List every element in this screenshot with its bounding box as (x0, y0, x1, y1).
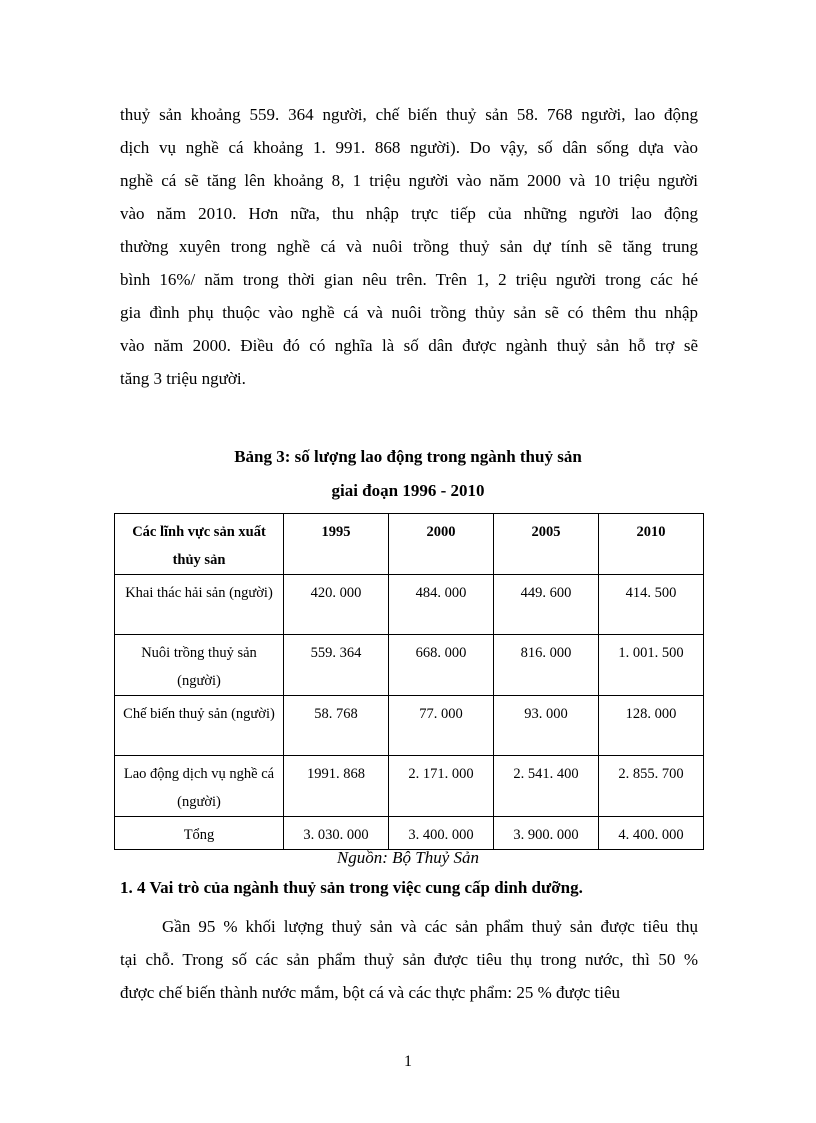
table-cell: 816. 000 (494, 635, 599, 696)
text-line: vào năm 2000. Điều đó có nghĩa là số dân được ngành thuỷ sản hỗ trợ sẽ (120, 336, 698, 355)
text-line: vào năm 2010. Hơn nữa, thu nhập trực tiếp của những người lao động (120, 204, 698, 223)
table-cell: 58. 768 (284, 696, 389, 756)
table-cell: 2. 541. 400 (494, 756, 599, 817)
table-cell: 3. 900. 000 (494, 817, 599, 850)
table-cell: 93. 000 (494, 696, 599, 756)
table-cell: 420. 000 (284, 575, 389, 635)
table-cell: 414. 500 (599, 575, 704, 635)
table-cell: 3. 400. 000 (389, 817, 494, 850)
text-line: thường xuyên trong nghề cá và nuôi trồng thuỷ sản dự tính sẽ tăng trung (120, 237, 698, 256)
page-number: 1 (404, 1053, 412, 1070)
row-label: Chế biến thuỷ sản (người) (115, 696, 284, 756)
labor-table (114, 513, 704, 850)
table-row (115, 575, 704, 635)
row-label: Lao động dịch vụ nghề cá (người) (115, 756, 284, 817)
text-line: bình 16%/ năm trong thời gian nêu trên. Trên 1, 2 triệu người trong các hé (120, 270, 698, 289)
table-cell: 3. 030. 000 (284, 817, 389, 850)
table-cell: 559. 364 (284, 635, 389, 696)
table-row (115, 696, 704, 756)
header-cell-year: 1995 (284, 514, 389, 575)
table-cell: 128. 000 (599, 696, 704, 756)
intro-paragraph (120, 98, 698, 395)
header-cell-year: 2005 (494, 514, 599, 575)
table-header-row (115, 514, 704, 575)
text-line: dịch vụ nghề cá khoảng 1. 991. 868 người). Do vậy, số dân sống dựa vào (120, 138, 698, 157)
table-source: Nguồn: Bộ Thuỷ Sản (336, 848, 480, 867)
text-line: gia đình phụ thuộc vào nghề cá và nuôi trồng thủy sản sẽ có thêm thu nhập (120, 303, 698, 322)
table-cell: 1. 001. 500 (599, 635, 704, 696)
header-cell-sector: Các lĩnh vực sản xuất thủy sản (115, 514, 284, 575)
row-label: Nuôi trồng thuỷ sản (người) (115, 635, 284, 696)
table-caption-period: giai đoạn 1996 - 2010 (331, 481, 485, 500)
section-heading: 1. 4 Vai trò của ngành thuỷ sản trong việc cung cấp dinh dưỡng. (120, 878, 583, 897)
table-total-row (115, 817, 704, 850)
row-label: Tổng (115, 817, 284, 850)
table-cell: 77. 000 (389, 696, 494, 756)
table-cell: 1991. 868 (284, 756, 389, 817)
table-caption-title: Bảng 3: số lượng lao động trong ngành thuỷ sản (234, 447, 582, 466)
table-cell: 2. 171. 000 (389, 756, 494, 817)
body-paragraph (120, 910, 698, 1009)
table-cell: 668. 000 (389, 635, 494, 696)
header-cell-year: 2010 (599, 514, 704, 575)
header-cell-year: 2000 (389, 514, 494, 575)
table-cell: 4. 400. 000 (599, 817, 704, 850)
table-cell: 484. 000 (389, 575, 494, 635)
row-label: Khai thác hải sản (người) (115, 575, 284, 635)
text-line: thuỷ sản khoảng 559. 364 người, chế biến thuỷ sản 58. 768 người, lao động (120, 105, 698, 124)
text-line: được chế biến thành nước mắm, bột cá và các thực phẩm: 25 % được tiêu (120, 983, 620, 1002)
text-line: tăng 3 triệu người. (120, 369, 246, 388)
table-cell: 2. 855. 700 (599, 756, 704, 817)
text-line: Gần 95 % khối lượng thuỷ sản và các sản phẩm thuỷ sản được tiêu thụ (162, 917, 698, 936)
text-line: nghề cá sẽ tăng lên khoảng 8, 1 triệu người vào năm 2000 và 10 triệu người (120, 171, 698, 190)
table-row (115, 756, 704, 817)
table-cell: 449. 600 (494, 575, 599, 635)
table-row (115, 635, 704, 696)
text-line: tại chỗ. Trong số các sản phẩm thuỷ sản được tiêu thụ trong nước, thì 50 % (120, 950, 698, 969)
